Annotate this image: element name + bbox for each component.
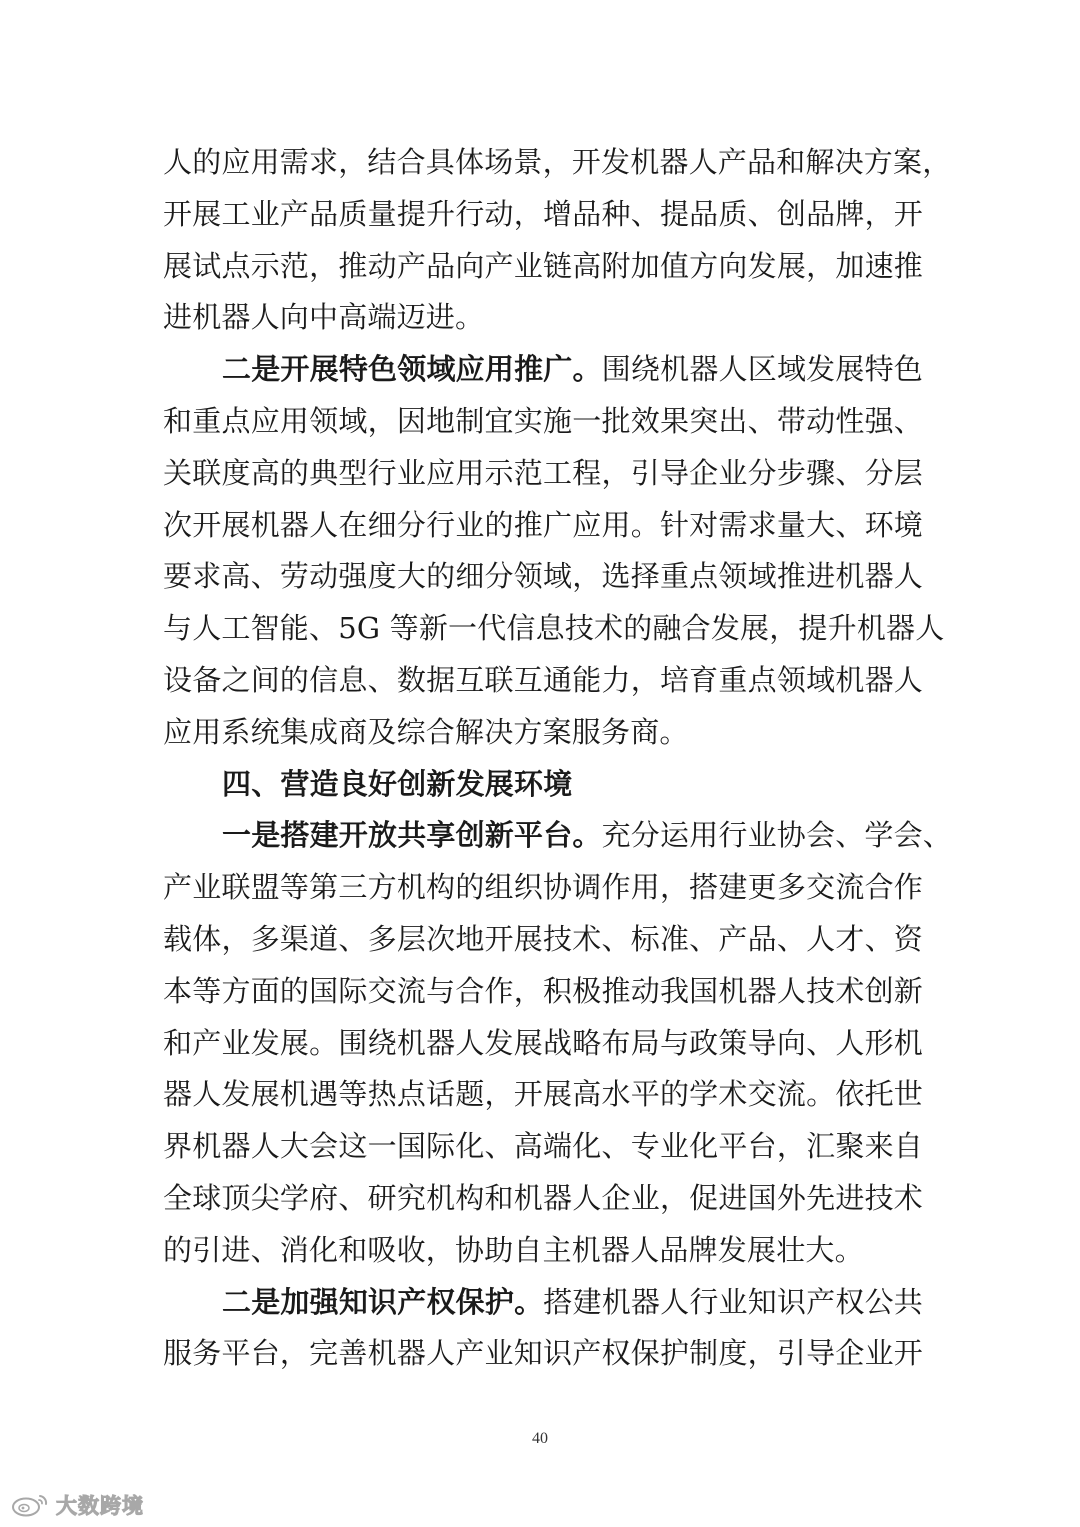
paragraph-text: 充分运用行业协会、学会、 <box>601 818 953 853</box>
text-line: 开展工业产品质量提升行动，增品种、提品质、创品牌，开 <box>163 196 923 231</box>
paragraph-lead: 二是加强知识产权保护。 <box>222 1284 544 1319</box>
text-line: 关联度高的典型行业应用示范工程，引导企业分步骤、分层 <box>163 455 923 490</box>
text-line: 和重点应用领域，因地制宜实施一批效果突出、带动性强、 <box>163 403 923 438</box>
page-number: 40 <box>532 1430 548 1447</box>
text-line: 服务平台，完善机器人产业知识产权保护制度，引导企业开 <box>163 1336 923 1371</box>
paragraph-first-line <box>163 810 953 862</box>
text-line: 与人工智能、5G 等新一代信息技术的融合发展，提升机器人 <box>163 611 945 646</box>
watermark <box>10 1490 144 1520</box>
text-line: 要求高、劳动强度大的细分领域，选择重点领域推进机器人 <box>163 559 923 594</box>
paragraph-lead: 一是搭建开放共享创新平台。 <box>222 818 602 853</box>
paragraph-text: 围绕机器人区域发展特色 <box>601 352 924 387</box>
text-line: 载体，多渠道、多层次地开展技术、标准、产品、人才、资 <box>163 921 923 956</box>
text-line: 应用系统集成商及综合解决方案服务商。 <box>163 714 689 749</box>
text-line: 人的应用需求，结合具体场景，开发机器人产品和解决方案， <box>163 145 952 179</box>
body-text <box>163 137 953 1380</box>
text-line: 全球顶尖学府、研究机构和机器人企业，促进国外先进技术 <box>163 1180 923 1215</box>
weibo-logo-icon <box>10 1493 50 1517</box>
section-heading: 四、营造良好创新发展环境 <box>222 766 573 801</box>
text-line: 设备之间的信息、数据互联互通能力，培育重点领域机器人 <box>163 662 923 697</box>
text-line: 本等方面的国际交流与合作，积极推动我国机器人技术创新 <box>163 973 923 1008</box>
paragraph-first-line <box>163 1277 923 1329</box>
text-line: 产业联盟等第三方机构的组织协调作用，搭建更多交流合作 <box>163 870 923 905</box>
text-line: 进机器人向中高端迈进。 <box>163 300 485 335</box>
paragraph-first-line <box>163 344 923 396</box>
text-line: 界机器人大会这一国际化、高端化、专业化平台，汇聚来自 <box>163 1129 923 1164</box>
text-line: 展试点示范，推动产品向产业链高附加值方向发展，加速推 <box>163 248 923 283</box>
paragraph-text: 搭建机器人行业知识产权公共 <box>543 1284 923 1319</box>
text-line: 次开展机器人在细分行业的推广应用。针对需求量大、环境 <box>163 507 923 542</box>
watermark-text: 大数跨境 <box>56 1494 144 1518</box>
text-line: 器人发展机遇等热点话题，开展高水平的学术交流。依托世 <box>163 1077 923 1112</box>
text-line: 的引进、消化和吸收，协助自主机器人品牌发展壮大。 <box>163 1232 864 1267</box>
text-line: 和产业发展。围绕机器人发展战略布局与政策导向、人形机 <box>163 1025 923 1060</box>
paragraph-lead: 二是开展特色领域应用推广。 <box>222 352 602 387</box>
